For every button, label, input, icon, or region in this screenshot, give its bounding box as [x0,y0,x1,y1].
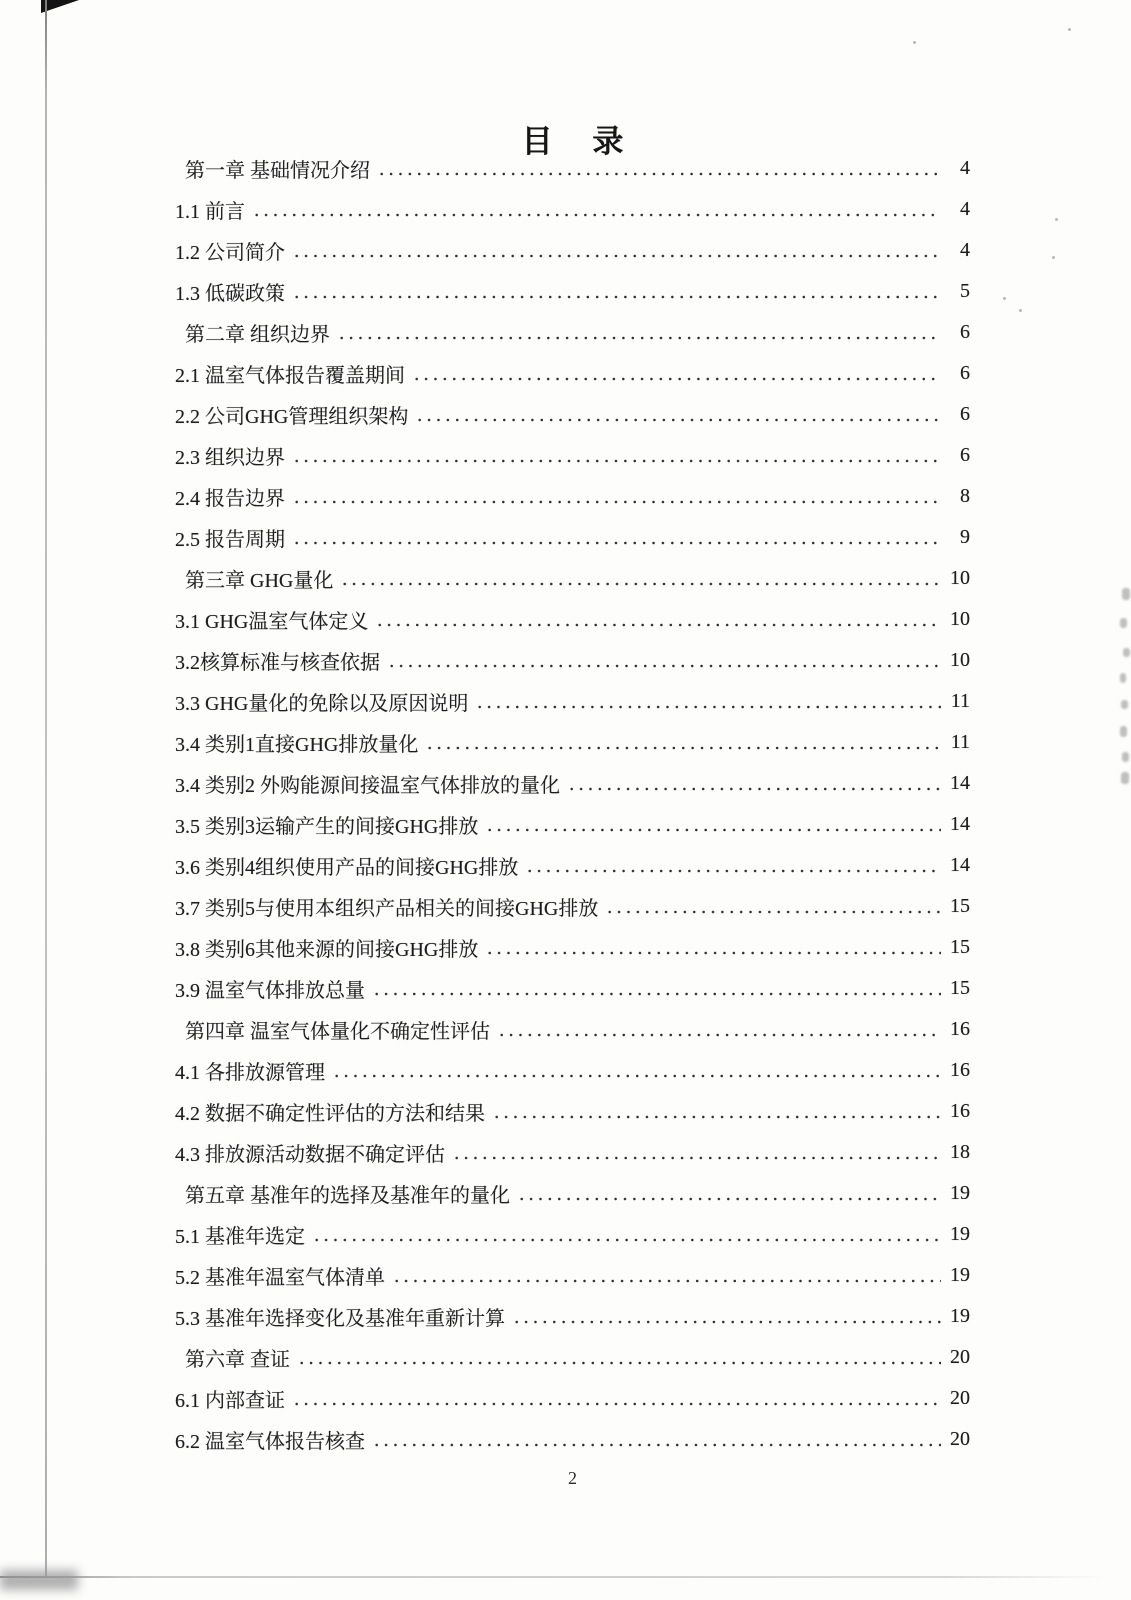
scan-bleed-mark [1120,726,1127,737]
toc-entry-label: 1.1 前言 [175,201,245,223]
toc-entry-page: 8 [960,485,970,507]
toc-entry-label: 5.3 基准年选择变化及基准年重新计算 [175,1308,505,1330]
toc-entry-label: 3.9 温室气体排放总量 [175,980,365,1002]
toc-entry-page: 19 [950,1264,970,1286]
toc-leader-dots [292,292,941,302]
toc-leader-dots [297,1358,941,1368]
toc-entry-label: 2.1 温室气体报告覆盖期间 [175,365,405,387]
toc-entry [175,517,970,558]
toc-leader-dots [512,1317,941,1327]
scan-speck [1019,309,1022,312]
toc-entry [175,230,970,271]
toc-entry-page: 5 [960,280,970,302]
toc-entry-label: 第三章 GHG量化 [185,570,334,592]
toc-entry-page: 9 [960,526,970,548]
toc-entry [175,640,970,681]
toc-leader-dots [425,743,941,753]
toc-entry [175,845,970,886]
toc-entry-label: 3.4 类别2 外购能源间接温室气体排放的量化 [175,775,560,797]
scan-speck [1068,28,1071,31]
toc-entry-page: 4 [960,157,970,179]
toc-entry-label: 2.5 报告周期 [175,529,285,551]
toc-leader-dots [292,538,941,548]
toc-leader-dots [375,620,941,630]
toc-leader-dots [517,1194,941,1204]
toc-entry-label: 第二章 组织边界 [185,324,330,346]
toc-entry [175,1255,970,1296]
toc-entry [175,681,970,722]
toc-entry-label: 2.3 组织边界 [175,447,285,469]
toc-entry [175,476,970,517]
toc-entry [175,435,970,476]
toc-entry [175,271,970,312]
toc-entry [175,1378,970,1419]
page-title: 目 录 [521,124,640,159]
toc-entry-label: 3.8 类别6其他来源的间接GHG排放 [175,939,479,961]
toc-entry-page: 6 [960,444,970,466]
toc-entry-label: 3.6 类别4组织使用产品的间接GHG排放 [175,857,519,879]
toc-entry-page: 19 [950,1305,970,1327]
toc-entry [175,1419,970,1460]
toc-entry [175,189,970,230]
toc-entry [175,1337,970,1378]
toc-entry-label: 5.1 基准年选定 [175,1226,305,1248]
toc-leader-dots [497,1030,941,1040]
toc-leader-dots [340,579,941,589]
scan-bottom-edge-line [0,1576,1105,1578]
toc-entry-page: 6 [960,321,970,343]
toc-entry [175,804,970,845]
toc-leader-dots [392,1276,941,1286]
toc-entry-label: 5.2 基准年温室气体清单 [175,1267,385,1289]
toc-entry [175,1132,970,1173]
toc-list [175,148,970,1460]
toc-entry [175,353,970,394]
toc-leader-dots [605,907,941,917]
toc-leader-dots [372,989,941,999]
toc-entry [175,394,970,435]
toc-entry [175,1009,970,1050]
toc-leader-dots [412,374,941,384]
scan-bleed-mark [1120,618,1127,628]
toc-entry-page: 14 [950,854,970,876]
toc-leader-dots [372,1440,941,1450]
toc-entry-label: 4.1 各排放源管理 [175,1062,325,1084]
toc-leader-dots [525,866,941,876]
scan-bleed-mark [1120,673,1126,683]
toc-entry-page: 10 [950,608,970,630]
toc-entry [175,763,970,804]
scan-bleed-mark [1121,772,1129,784]
toc-leader-dots [292,251,941,261]
toc-leader-dots [312,1235,941,1245]
toc-leader-dots [475,702,941,712]
scan-bleed-mark [1121,700,1128,709]
toc-entry [175,1214,970,1255]
scan-left-edge-line [45,0,47,1577]
toc-entry-label: 第六章 查证 [185,1349,290,1371]
toc-entry-page: 14 [950,813,970,835]
toc-entry-label: 3.7 类别5与使用本组织产品相关的间接GHG排放 [175,898,599,920]
scan-bleed-mark [1123,648,1130,657]
toc-entry-label: 第四章 温室气体量化不确定性评估 [185,1021,490,1043]
toc-entry-label: 1.3 低碳政策 [175,283,285,305]
toc-entry [175,599,970,640]
toc-leader-dots [292,497,941,507]
toc-entry-page: 19 [950,1223,970,1245]
scan-speck [1055,218,1058,221]
toc-entry-page: 4 [960,239,970,261]
toc-entry-page: 15 [950,977,970,999]
scan-speck [913,41,916,44]
scan-bleed-mark [1122,752,1129,762]
toc-entry-label: 4.2 数据不确定性评估的方法和结果 [175,1103,485,1125]
toc-entry-page: 4 [960,198,970,220]
toc-leader-dots [452,1153,941,1163]
toc-leader-dots [485,948,941,958]
toc-entry-page: 16 [950,1059,970,1081]
toc-entry-label: 3.2核算标准与核查依据 [175,652,380,674]
toc-entry-page: 20 [950,1387,970,1409]
toc-entry-label: 4.3 排放源活动数据不确定评估 [175,1144,445,1166]
toc-leader-dots [492,1112,941,1122]
toc-entry-page: 10 [950,567,970,589]
toc-leader-dots [292,456,941,466]
toc-entry-page: 20 [950,1346,970,1368]
scan-speck [1003,297,1006,300]
toc-entry [175,968,970,1009]
toc-entry-page: 11 [950,690,970,712]
toc-entry-label: 2.4 报告边界 [175,488,285,510]
toc-entry-label: 3.5 类别3运输产生的间接GHG排放 [175,816,479,838]
toc-entry-label: 3.1 GHG温室气体定义 [175,611,369,633]
toc-leader-dots [387,661,941,671]
toc-entry [175,1091,970,1132]
toc-entry-label: 1.2 公司简介 [175,242,285,264]
toc-leader-dots [332,1071,941,1081]
toc-entry [175,558,970,599]
toc-entry-label: 3.3 GHG量化的免除以及原因说明 [175,693,469,715]
toc-entry-label: 3.4 类别1直接GHG排放量化 [175,734,419,756]
toc-entry-page: 18 [950,1141,970,1163]
scan-bleed-mark [1122,588,1130,600]
toc-entry-page: 15 [950,936,970,958]
toc-leader-dots [292,1399,941,1409]
scan-bottom-smudge [0,1570,78,1590]
toc-entry-page: 10 [950,649,970,671]
toc-entry [175,886,970,927]
toc-entry-page: 14 [950,772,970,794]
toc-entry-label: 2.2 公司GHG管理组织架构 [175,406,409,428]
toc-entry [175,927,970,968]
toc-leader-dots [485,825,941,835]
toc-leader-dots [252,210,941,220]
toc-leader-dots [337,333,941,343]
toc-entry-page: 16 [950,1018,970,1040]
toc-leader-dots [567,784,941,794]
toc-entry-page: 15 [950,895,970,917]
scan-speck [1052,256,1055,259]
toc-entry-page: 20 [950,1428,970,1450]
toc-entry-page: 6 [960,403,970,425]
toc-leader-dots [377,169,941,179]
toc-entry [175,1050,970,1091]
toc-entry [175,312,970,353]
toc-entry [175,722,970,763]
toc-entry-label: 第五章 基准年的选择及基准年的量化 [185,1185,510,1207]
toc-entry [175,1296,970,1337]
page-number: 2 [568,1468,577,1488]
toc-entry-page: 16 [950,1100,970,1122]
toc-entry-page: 11 [950,731,970,753]
toc-entry [175,148,970,189]
toc-entry-label: 第一章 基础情况介绍 [185,160,370,182]
toc-entry-page: 19 [950,1182,970,1204]
toc-leader-dots [415,415,941,425]
toc-entry-page: 6 [960,362,970,384]
toc-entry-label: 6.2 温室气体报告核查 [175,1431,365,1453]
toc-entry [175,1173,970,1214]
toc-entry-label: 6.1 内部查证 [175,1390,285,1412]
